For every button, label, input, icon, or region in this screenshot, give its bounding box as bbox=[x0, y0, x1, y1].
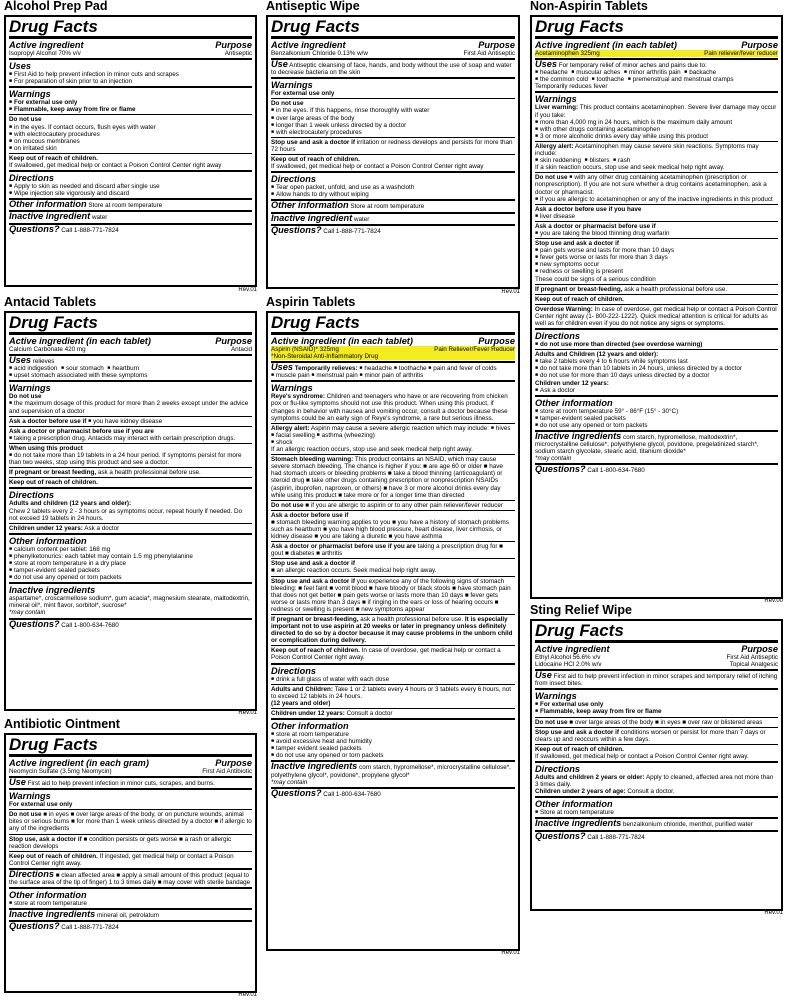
uses-section: Uses ■ First Aid to help prevent infection in minor cuts and scrapes ■ For preparation of skin prior to an injection bbox=[9, 58, 252, 86]
panel-title: Antibiotic Ointment bbox=[4, 717, 120, 731]
revision-label: Rev.01 bbox=[501, 950, 520, 956]
active-ingredient-highlight: Acetaminophen 325mg Pain reliever/fever reducer bbox=[535, 50, 778, 57]
panel-antibiotic-ointment bbox=[4, 717, 257, 998]
revision-label: Rev.00 bbox=[764, 598, 783, 604]
drug-facts-box: Drug Facts Active ingredient Purpose Ethyl Alcohol 56.6% v/v First Aid Antiseptic Lidocaine HCl 2.0% w/v Topical Analgesic Use First aid to help prevent infection in minor scrapes and temporary relief of itching from insect bites. Warnings ■ For external use only ■ Flammable, keep away from fire or flame Do not use ■ over large areas of the body ■ in eyes ■ over raw or blistered areas Stop use and ask a doctor if conditions worsen or persist for more than 7 days or clears up and reoccurs within a few days. Keep out of reach of children. If swallowed, get medical help or contact a Poison Control Center right away. Directions Adults and children 2 years or older: Apply to cleaned, affected area not more than 3 times daily. Children under 2 years of age: Consult a doctor. Other information ■ Store at room temperature Inactive ingredients benzalkonium chloride, menthol, purified water Questions? Call 1-888-771-7824 bbox=[530, 619, 783, 911]
panel-antacid-tablets bbox=[4, 295, 257, 716]
drug-facts-heading: Drug Facts bbox=[535, 17, 778, 39]
drug-facts-box: Drug Facts Active ingredient (in each tablet) Purpose Aspirin (NSAID)* 325mg Pain Reliever/Fever Reducer *Non-Steroidal Anti-Inflammatory Drug Uses Temporarily relieves: ■ headache ■ toothache ■ pain and fever of colds ■ muscle pain ■ menstrual pain ■ minor pain of arthritis Warnings Reye's syndrome: Children and teenagers who have or are recovering from chicken pox or flu-like symptoms should not use this product. When using this product, if changes in behavior with nausea and vomiting occur, consult a doctor because these symptoms could be an early sign of Reye's syndrome, a rare but serious illness. Allergy alert: Aspirin may cause a severe allergic reaction which may include: ■ hives ■ facial swelling ■ asthma (wheezing) ■ shock If an allergic reaction occurs, stop use and seek medical help right away. Stomach bleeding warning: This product contains an NSAID, which may cause severe stomach bleeding. The chance is higher if you: ■ are age 60 or older ■ have had stomach ulcers or bleeding problems ■ take a blood thinning (anticoagulant) or steroid drug ■ take other drugs containing prescription or nonprescription NSAIDs (aspirin, ibuprofen, naproxen, or others) ■ have 3 or more alcohol drinks every day while using this product ■ take more or for a longer time than directed Do not use ■ if you are allergic to aspirin or to any other pain reliever/fever reducer Ask a doctor before use if ■ stomach bleeding warning applies to you ■ you have a history of stomach problems such as heartburn ■ you have high blood pressure, heart disease, liver cirrhosis, or kidney disease ■ you are taking a diuretic ■ you have asthma Ask a doctor or pharmacist before use if you are taking a prescription drug for ■ gout ■ diabetes ■ arthritis Stop use and ask a doctor if ■ an allergic reaction occurs. Seek medical help right away. Stop use and ask a doctor if you experience any of the following signs of stomach bleeding: ■ feel faint ■ vomit blood ■ have bloody or black stools ■ have stomach pain that does not get better ■ pain gets worse or lasts more than 10 days ■ fever gets worse or lasts more than 3 days ■ if ringing in the ears or loss of hearing occurs ■ redness or swelling is present ■ new symptoms appear If pregnant or breast-feeding, ask a health professional before use. It is especially important not to use aspirin at 20 weeks or later in pregnancy unless definitely directed to do so by a doctor because it may cause problems in the unborn child or complication during delivery. Keep out of reach of children. In case of overdose, get medical help or contact a Poison Control Center right away. Directions ■ drink a full glass of water with each dose Adults and Children: Take 1 or 2 tablets every 4 hours or 3 tablets every 6 hours, not to exceed 12 tablets in 24 hours. (12 years and older) Children under 12 years: Consult a doctor Other information ■ store at room temperature ■ avoid excessive heat and humidity ■ tamper evident sealed packets ■ do not use any opened or torn packets Inactive ingredients corn starch, hypromellose*, microcrystalline cellulose*, polyethylene glycol*, povidone*, propylene glycol* *may contain Questions? Call 1-800-634-7680 bbox=[266, 311, 520, 951]
drug-facts-heading: Drug Facts bbox=[9, 735, 252, 757]
panel-title: Antacid Tablets bbox=[4, 295, 97, 309]
panel-aspirin-tablets bbox=[266, 295, 520, 956]
active-ingredient-highlight: Aspirin (NSAID)* 325mg Pain Reliever/Fever Reducer *Non-Steroidal Anti-Inflammatory Drug bbox=[271, 346, 515, 361]
drug-facts-heading: Drug Facts bbox=[271, 17, 515, 39]
drug-facts-heading: Drug Facts bbox=[9, 313, 252, 335]
drug-facts-box: Drug Facts Active ingredient Purpose Isopropyl Alcohol 70% v/v Antiseptic Uses ■ First Aid to help prevent infection in minor cuts and scrapes ■ For preparation of skin prior to an injection Warnings ■ For external use only ■ Flammable, keep away from fire or flame Do not use ■ in the eyes. If contact occurs, flush eyes with water ■ with electrocautery procedures ■ on mucous membranes ■ on irritated skin Keep out of reach of children. If swallowed, get medical help or contact a Poison Control Center right away Directions ■ Apply to skin as needed and discard after single use ■ Wipe injection site vigorously and discard Other information Store at room temperature Inactive ingredient water Questions? Call 1-888-771-7824 bbox=[4, 15, 257, 287]
revision-label: Rev.01 bbox=[238, 287, 257, 293]
drug-facts-box: Drug Facts Active ingredient (in each tablet) Purpose Acetaminophen 325mg Pain reliever/fever reducer Uses For temporary relief of minor aches and pains due to: ■ headache ■ muscular aches ■ minor arthritis pain ■ backache ■ the common cold ■ toothache ■ premenstrual and menstrual cramps Temporarily reduces fever Warnings Liver warning: This product contains acetaminophen. Severe liver damage may occur if you take: ■ more than 4,000 mg in 24 hours, which is the maximum daily amount ■ with other drugs containing acetaminophen ■ 3 or more alcoholic drinks every day while using this product Allergy alert: Acetaminophen may cause severe skin reactions. Symptoms may include: ■ skin reddening ■ blisters ■ rash If a skin reaction occurs, stop use and seek medical help right away. Do not use ■ with any other drug containing acetaminophen (prescription or nonprescription). If you are not sure whether a drug contains acetaminophen, ask a doctor or pharmacist. ■ if you are allergic to acetaminophen or any of the inactive ingredients in this product Ask a doctor before use if you have ■ liver disease Ask a doctor or pharmacist before use if ■ you are taking the blood thinning drug warfarin Stop use and ask a doctor if ■ pain gets worse and lasts for more than 10 days ■ fever gets worse or lasts for more than 3 days ■ new symptoms occur ■ redness or swelling is present These could be signs of a serious condition If pregnant or breast-feeding, ask a health professional before use. Keep out of reach of children. Overdose Warning: In case of overdose, get medical help or contact a Poison Control Center right away (1- 800-222-1222). Quick medical attention is critical for adults as well as for children even if you do not notice any signs or symptoms. Directions ■ do not use more than directed (see overdose warning) Adults and Children (12 years and older): ■ take 2 tablets every 4 to 6 hours while symptoms last ■ do not take more than 10 tablets in 24 hours, unless directed by a doctor ■ do not use for more than 10 days unless directed by a doctor Children under 12 years: ■ Ask a doctor Other information ■ store at room temperature 59° - 86°F (15° - 30°C) ■ tamper-evident sealed packets ■ do not use any opened or torn packets Inactive ingredients corn starch, hypromellose, maltodextrin*, microcrystalline cellulose*, polyethylene glycol, povidone, pregelatinized starch*, sodium starch glycolate, stearic acid, titanium dioxide* *may contain Questions? Call 1-800-634-7680 bbox=[530, 15, 783, 599]
revision-label: Rev.01 bbox=[764, 910, 783, 916]
warnings-section: Warnings ■ For external use only ■ Flammable, keep away from fire or flame bbox=[9, 86, 252, 114]
revision-label: Rev.01 bbox=[501, 289, 520, 295]
panel-title: Non-Aspirin Tablets bbox=[530, 0, 648, 13]
panel-sting-relief-wipe bbox=[530, 603, 783, 916]
panel-non-aspirin-tablets bbox=[530, 0, 783, 604]
panel-title: Aspirin Tablets bbox=[266, 295, 356, 309]
panel-antiseptic-wipe bbox=[266, 0, 520, 295]
panel-title: Alcohol Prep Pad bbox=[4, 0, 108, 13]
directions-section: Directions ■ Apply to skin as needed and discard after single use ■ Wipe injection site vigorously and discard bbox=[9, 170, 252, 198]
panel-alcohol-prep-pad bbox=[4, 0, 257, 293]
drug-facts-heading: Drug Facts bbox=[535, 621, 778, 643]
revision-label: Rev.01 bbox=[238, 710, 257, 716]
revision-label: Rev.01 bbox=[238, 992, 257, 998]
drug-facts-heading: Drug Facts bbox=[9, 17, 252, 39]
drug-facts-box: Drug Facts Active ingredient (in each gram) Purpose Neomycin Sulfate (3.5mg Neomycin) First Aid Antibiotic Use First aid to help prevent infection in minor cuts, scrapes, and burns. Warnings For external use only Do not use ■ in eyes ■ over large areas of the body, or on puncture wounds, animal bites or serious burns ■ for more than 1 week unless directed by a doctor ■ if allergic to any of the ingredients Stop use, ask a doctor if ■ condition persists or gets worse ■ a rash or allergic reaction develops Keep out of reach of children. If ingested, get medical help or contact a Poison Control Center right away. Directions ■ clean affected area ■ apply a small amount of this product (equal to the surface area of the tip of finger) 1 to 3 times daily ■ may cover with sterile bandage Other information ■ store at room temperature Inactive ingredients mineral oil, petrolatum Questions? Call 1-888-771-7824 bbox=[4, 733, 257, 993]
panel-title: Antiseptic Wipe bbox=[266, 0, 360, 13]
drug-facts-box: Drug Facts Active ingredient (in each tablet) Purpose Calcium Carbonate 420 mg Antacid Uses relieves ■ acid indigestion ■ sour stomach ■ heartburn ■ upset stomach associated with these symptoms Warnings Do not use ■ the maximum dosage of this product for more than 2 weeks except under the advice and supervision of a doctor Ask a doctor before use if ■ you have kidney disease Ask a doctor or pharmacist before use if you are ■ taking a prescription drug. Antacids may interact with certain prescription drugs. When using this product ■ do not take more than 19 tablets in a 24 hour period. If symptoms persist for more than two weeks, stop using this product and see a doctor. If pregnant or breast feeding, ask a health professional before use. Keep out of reach of children. Directions Adults and children (12 years and older): Chew 2 tablets every 2 - 3 hours or as symptoms occur, repeat hourly if needed. Do not exceed 19 tablets in 24 hours. Children under 12 years: Ask a doctor Other information ■ calcium content per tablet: 168 mg ■ phenylketonurics: each tablet may contain 1.5 mg phenylalanine ■ store at room temperature in a dry place ■ tamper-evident sealed packets ■ do not use any opened or torn packets Inactive ingredients aspartame*, croscarmellose sodium*, gum acacia*, magnesium stearate, maltodextrin, mineral oil*, mint flavor, sorbitol*, sucrose* *may contain Questions? Call 1-800-634-7680 bbox=[4, 311, 257, 711]
drug-facts-heading: Drug Facts bbox=[271, 313, 515, 335]
drug-facts-box: Drug Facts Active ingredient Purpose Benzalkonium Chloride 0.13% w/w First Aid Antiseptic Use Antiseptic cleansing of face, hands, and body without the use of soap and water to decrease bacteria on the skin Warnings For external use only Do not use ■ in the eyes. If this happens, rinse thoroughly with water ■ over large areas of the body ■ longer than 1 week unless directed by a doctor ■ with electrocautery procedures Stop use and ask a doctor if irritation or redness develops and persists for more than 72 hours Keep out of reach of children. If swallowed, get medical help or contact a Poison Control Center right away Directions ■ Tear open packet, unfold, and use as a washcloth ■ Allow hands to dry without wiping Other information Store at room temperature Inactive ingredient water Questions? Call 1-888-771-7824 bbox=[266, 15, 520, 289]
panel-title: Sting Relief Wipe bbox=[530, 603, 632, 617]
